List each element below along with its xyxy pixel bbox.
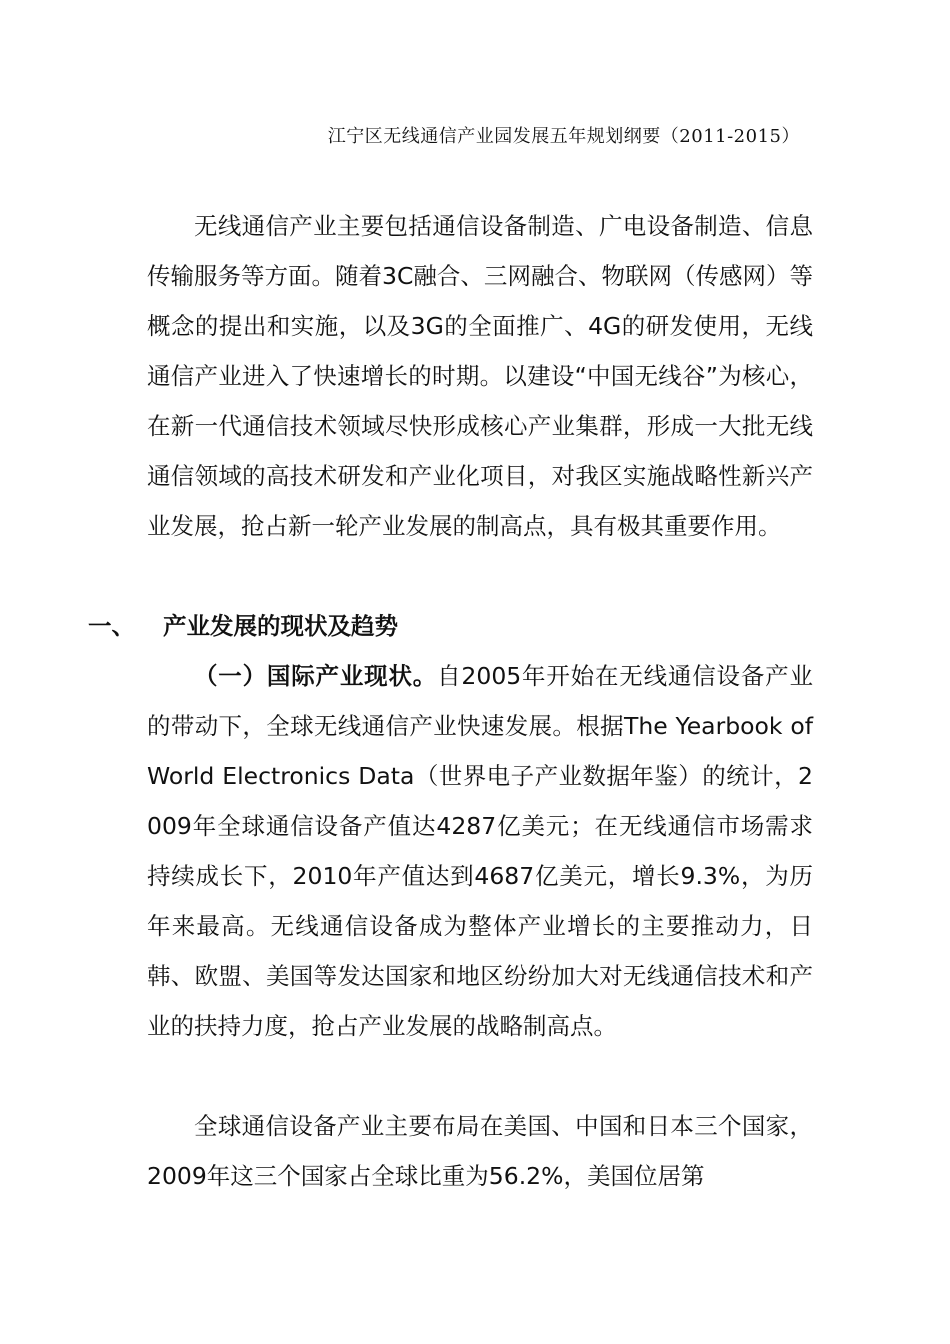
subsection-text: 自2005年开始在无线通信设备产业的带动下，全球无线通信产业快速发展。根据The Yearbook of World Electronics Data（世界电子产业数据年鉴）的统计，2009年全球通信设备产值达4287亿美元；在无线通信市场需求持续成长下，2010年产值达到4687亿美元，增长9.3%，为历年来最高。无线通信设备成为整体产业增长的主要推动力，日韩、欧盟、美国等发达国家和地区纷纷加大对无线通信技术和产业的扶持力度，抢占产业发展的战略制高点。 bbox=[147, 662, 813, 1040]
section-heading bbox=[88, 601, 398, 651]
body-paragraph: 全球通信设备产业主要布局在美国、中国和日本三个国家，2009年这三个国家占全球比重为56.2%，美国位居第 bbox=[147, 1112, 813, 1190]
subsection-lead: （一）国际产业现状。 bbox=[194, 662, 438, 690]
section-title: 产业发展的现状及趋势 bbox=[163, 612, 398, 640]
document-header-title: 江宁区无线通信产业园发展五年规划纲要（2011-2015） bbox=[327, 126, 800, 147]
intro-paragraph: 无线通信产业主要包括通信设备制造、广电设备制造、信息传输服务等方面。随着3C融合、三网融合、物联网（传感网）等概念的提出和实施，以及3G的全面推广、4G的研发使用，无线通信产业进入了快速增长的时期。以建设“中国无线谷”为核心，在新一代通信技术领域尽快形成核心产业集群，形成一大批无线通信领域的高技术研发和产业化项目，对我区实施战略性新兴产业发展，抢占新一轮产业发展的制高点，具有极其重要作用。 bbox=[147, 212, 813, 540]
subsection-paragraph bbox=[147, 651, 813, 1051]
section-number: 一、 bbox=[88, 612, 135, 640]
